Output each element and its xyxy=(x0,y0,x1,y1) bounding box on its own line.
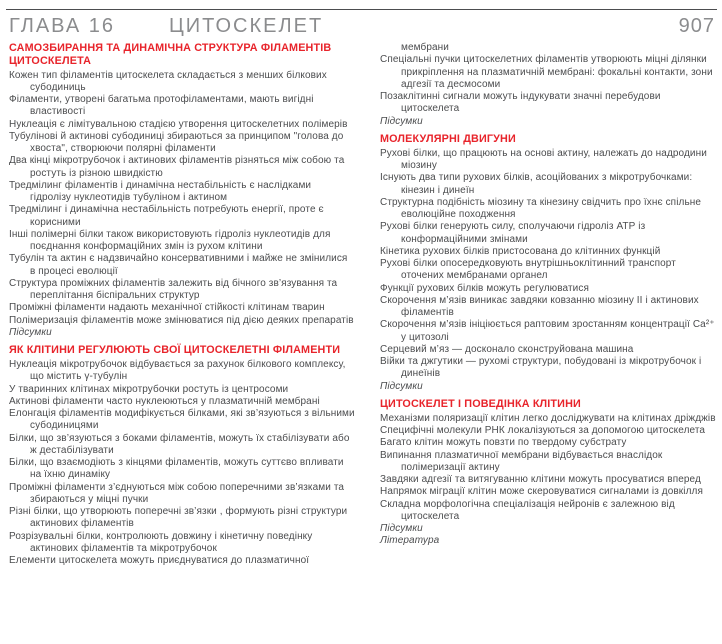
toc-entry: Тредмілинг філаментів і динамічна нестабільність є наслідками гідролізу нуклеотидів тубуліном і актином xyxy=(9,179,312,203)
summary-entry: Підсумки xyxy=(380,523,423,534)
toc-entry: Проміжні філаменти з’єднуються між собою поперечними зв’язками та збираються у міцні пучки xyxy=(9,481,345,505)
summary-entry: Література xyxy=(380,535,440,547)
toc-entry: Білки, що зв’язуються з боками філаментів, можуть їх стабілізувати або ж дестабілізувати xyxy=(9,432,350,456)
toc-entry: Рухові білки, що працюють на основі актину, належать до надродини міозину xyxy=(380,147,707,171)
summary-entry: Підсумки xyxy=(380,380,423,392)
running-head xyxy=(0,0,722,37)
toc-column-left xyxy=(9,42,355,567)
summary-entry: Підсумки xyxy=(380,115,423,127)
chapter-title: ЦИТОСКЕЛЕТ xyxy=(169,15,324,37)
toc-entry: Функції рухових білків можуть регулюватися xyxy=(380,282,589,294)
toc-entry: Завдяки адгезії та витягуванню клітини можуть просуватися вперед xyxy=(380,474,701,485)
toc-entry: Філаменти, утворені багатьма протофіламентами, мають вигідні властивості xyxy=(9,94,314,118)
toc-entry: Актинові філаменти часто нуклеюються у плазматичній мембрані xyxy=(9,395,320,407)
toc-entry: Полімеризація філаментів може змінюватися під дією деяких препаратів xyxy=(9,314,354,326)
toc-entry: Елементи цитоскелета можуть приєднуватися до плазматичної xyxy=(9,555,310,566)
section-heading: ЯК КЛІТИНИ РЕГУЛЮЮТЬ СВОЇ ЦИТОСКЕЛЕТНІ ФІЛАМЕНТИ xyxy=(9,344,341,356)
toc-entry: Нуклеація є лімітувальною стадією утворення цитоскелетних полімерів xyxy=(9,118,348,130)
section-heading: САМОЗБИРАННЯ ТА ДИНАМІЧНА СТРУКТУРА ФІЛАМЕНТІВ ЦИТОСКЕЛЕТА xyxy=(9,42,332,67)
toc-entry: Серцевий м’яз — досконало сконструйована машина xyxy=(380,343,634,355)
toc-entry: Специфічні молекули РНК локалізуються за допомогою цитоскелета xyxy=(380,425,706,436)
toc-entry: Структура проміжних філаментів залежить від бічного зв’язування та переплітання біспіральних структур xyxy=(9,277,338,301)
toc-entry: Різні білки, що утворюють поперечні зв’язки , формують різні структури актинових філаментів xyxy=(9,506,348,530)
summary-entry: Підсумки xyxy=(9,326,52,338)
toc-entry: Тредмілинг і динамічна нестабільність потребують енергії, проте є корисними xyxy=(9,204,324,228)
toc-entry: Війки та джгутики — рухомі структури, побудовані із мікротрубочок і динеїнів xyxy=(380,356,702,380)
toc-entry: Структурна подібність міозину та кінезину свідчить про їхнє спільне еволюційне походження xyxy=(380,196,702,220)
toc-entry: Рухові білки опосередковують внутрішньоклітинний транспорт оточених мембранами органел xyxy=(380,258,676,282)
toc-entry: Складна морфологічна спеціалізація нейронів є залежною від цитоскелета xyxy=(380,498,675,522)
toc-entry: Інші полімерні білки також використовують гідроліз нуклеотидів для поєднання конформаційних змін із рухом клітини xyxy=(9,228,331,252)
toc-entry: Скорочення м’язів ініціюється раптовим зростанням концентрації Ca²⁺ у цитозолі xyxy=(380,319,715,343)
page-number: 907 xyxy=(678,15,715,37)
entry-continuation: мембрани xyxy=(401,42,449,53)
toc-entry: Спеціальні пучки цитоскелетних філаментів утворюють міцні ділянки прикріплення на плазматичній мембрані: фокальні контакти, зони адгезії та десмосоми xyxy=(380,54,713,90)
toc-entry: Два кінці мікротрубочок і актинових філаментів різняться між собою та ростуть із різною швидкістю xyxy=(9,155,345,179)
toc-entry: Розрізувальні білки, контролюють довжину і кінетичну поведінку актинових філаментів та мікротрубочок xyxy=(9,530,313,554)
toc-entry: Напрямок міграції клітин може скеровуватися сигналами із довкілля xyxy=(380,486,703,498)
toc-entry: Рухові білки генерують силу, сполучаючи гідроліз АТР із конформаційними змінами xyxy=(380,221,646,245)
header-rule xyxy=(6,9,717,10)
toc-entry: Кожен тип філаментів цитоскелета складається з менших білкових субодиниць xyxy=(9,69,327,93)
toc-entry: Білки, що взаємодіють з кінцями філаментів, можуть суттєво впливати на їхню динаміку xyxy=(9,457,344,481)
toc-entry: Елонгація філаментів модифікується білками, які зв’язуються з вільними субодиницями xyxy=(9,408,355,432)
toc-entry: Механізми поляризації клітин легко досліджувати на клітинах дріжджів xyxy=(380,412,716,424)
toc-entry: Багато клітин можуть повзти по твердому субстрату xyxy=(380,437,627,449)
toc-entry: Нуклеація мікротрубочок відбувається за рахунок білкового комплексу, що містить γ-тубулін xyxy=(9,359,346,383)
toc-entry: Тубулін та актин є надзвичайно консервативними і майже не змінилися в процесі еволюції xyxy=(9,253,348,277)
section-heading: ЦИТОСКЕЛЕТ І ПОВЕДІНКА КЛІТИНИ xyxy=(380,397,581,410)
toc-entry: Тубулінові й актинові субодиниці збираються за принципом "голова до хвоста", створюючи полярні філаменти xyxy=(9,130,344,154)
section-heading: МОЛЕКУЛЯРНІ ДВИГУНИ xyxy=(380,132,516,145)
toc-entry: Випинання плазматичної мембрани відбувається внаслідок полімеризації актину xyxy=(380,449,663,473)
toc-columns xyxy=(0,37,722,567)
toc-entry: Кінетика рухових білків пристосована до клітинних функцій xyxy=(380,245,661,257)
toc-entry: У тваринних клітинах мікротрубочки ростуть із центросоми xyxy=(9,383,289,395)
toc-entry: Позаклітинні сигнали можуть індукувати значні перебудови цитоскелета xyxy=(380,91,661,115)
toc-entry: Проміжні філаменти надають механічної стійкості клітинам тварин xyxy=(9,302,325,314)
toc-entry: Існують два типи рухових білків, асоційованих з мікротрубочками: кінезин і динеїн xyxy=(380,172,693,196)
toc-entry: Скорочення м’язів виникає завдяки ковзанню міозину II і актинових філаментів xyxy=(380,294,699,318)
chapter-label: ГЛАВА 16 xyxy=(9,15,115,37)
toc-column-right xyxy=(380,42,716,567)
